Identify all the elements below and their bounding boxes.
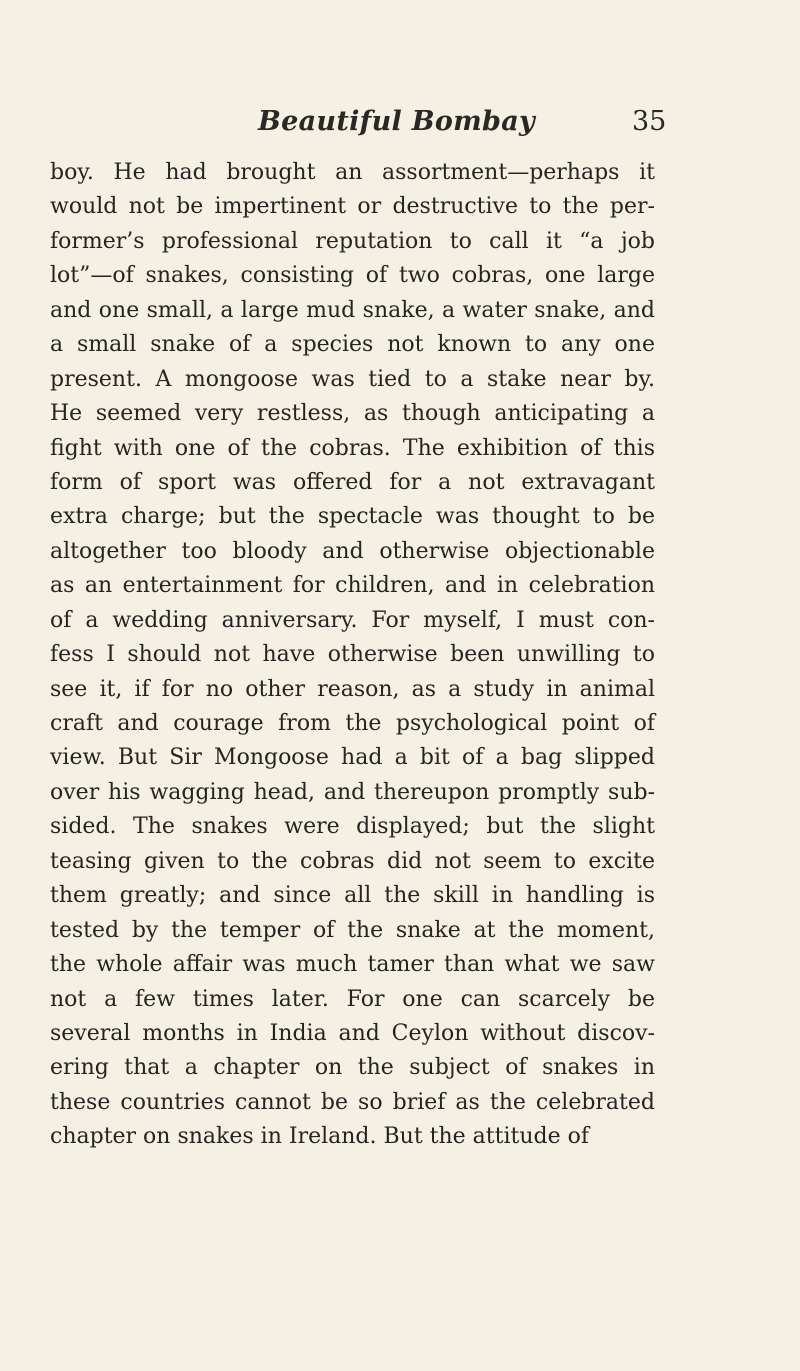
text-line: lot”—of snakes, consisting of two cobras, one large: [50, 263, 655, 289]
text-line: these countries cannot be so brief as the celebrated: [50, 1089, 655, 1115]
text-line: fess I should not have otherwise been unwilling to: [50, 642, 655, 668]
text-line: would not be impertinent or destructive to the per-: [50, 194, 655, 220]
text-line: present. A mongoose was tied to a stake near by.: [50, 366, 655, 392]
text-line: fight with one of the cobras. The exhibition of this: [50, 435, 655, 461]
text-line: teasing given to the cobras did not seem to excite: [50, 848, 655, 874]
text-line: chapter on snakes in Ireland. But the attitude of: [50, 1124, 590, 1150]
text-line: a small snake of a species not known to any one: [50, 332, 655, 358]
page-number: 35: [632, 106, 667, 137]
text-line: see it, if for no other reason, as a study in animal: [50, 676, 655, 702]
text-line: as an entertainment for children, and in celebration: [50, 573, 655, 599]
text-line: not a few times later. For one can scarcely be: [50, 986, 655, 1012]
text-line: them greatly; and since all the skill in handling is: [50, 883, 655, 909]
text-line: He seemed very restless, as though anticipating a: [50, 401, 655, 427]
running-title: Beautiful Bombay: [258, 106, 536, 137]
text-line: over his wagging head, and thereupon promptly sub-: [50, 779, 655, 805]
page-header: [0, 106, 800, 146]
text-line: form of sport was offered for a not extravagant: [50, 469, 655, 495]
text-line: boy. He had brought an assortment—perhaps it: [50, 160, 655, 185]
text-line: and one small, a large mud snake, a water snake, and: [50, 297, 655, 323]
text-line: sided. The snakes were displayed; but the slight: [50, 814, 655, 840]
text-line: the whole affair was much tamer than what we saw: [50, 952, 655, 978]
text-line: craft and courage from the psychological point of: [50, 711, 655, 736]
text-line: of a wedding anniversary. For myself, I must con-: [50, 607, 655, 633]
text-line: extra charge; but the spectacle was thought to be: [50, 504, 655, 530]
text-line: ering that a chapter on the subject of snakes in: [50, 1055, 655, 1081]
text-line: altogether too bloody and otherwise objectionable: [50, 538, 655, 564]
body-text: [50, 156, 655, 1155]
text-line: several months in India and Ceylon without discov-: [50, 1020, 655, 1046]
text-line: former’s professional reputation to call it “a job: [50, 228, 655, 254]
text-line: view. But Sir Mongoose had a bit of a bag slipped: [50, 745, 655, 771]
text-line: tested by the temper of the snake at the moment,: [50, 917, 655, 943]
